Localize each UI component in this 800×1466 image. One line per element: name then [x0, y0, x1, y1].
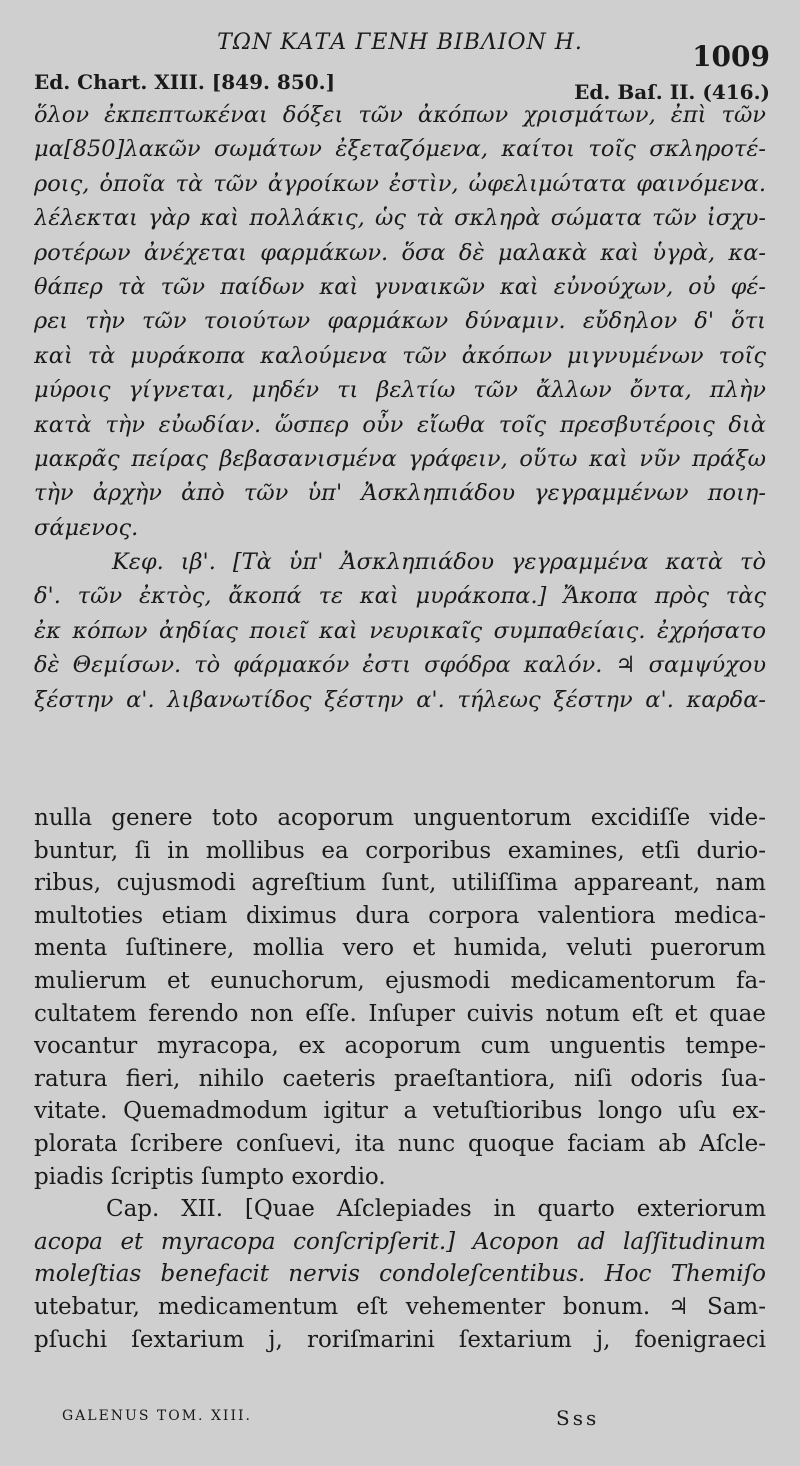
greek-line: ρει τὴν τῶν τοιούτων φαρμάκων δύναμιν. εὔδηλον δ' ὅτι	[34, 308, 766, 335]
latin-line: menta ſuſtinere, mollia vero et humida, veluti puerorum	[34, 935, 766, 962]
latin-line: ribus, cujusmodi agreſtium ſunt, utiliſſima appareant, nam	[34, 870, 766, 897]
latin-line: acopa et myracopa conſcripſerit.] Acopon ad laſſitudinum	[34, 1228, 766, 1255]
greek-line: ροτέρων ἀνέχεται φαρμάκων. ὅσα δὲ μαλακὰ καὶ ὑγρὰ, κα-	[34, 239, 766, 266]
greek-line: μα[850]λακῶν σωμάτων ἐξεταζόμενα, καίτοι τοῖς σκληροτέ-	[34, 136, 766, 163]
greek-line: δ'. τῶν ἐκτὸς, ἄκοπά τε καὶ μυράκοπα.] Ἄκοπα πρὸς τὰς	[34, 583, 766, 610]
greek-line: λέλεκται γὰρ καὶ πολλάκις, ὡς τὰ σκληρὰ σώματα τῶν ἰσχυ-	[34, 205, 766, 232]
greek-line: ἐκ κόπων ἀηδίας ποιεῖ καὶ νευρικαῖς συμπαθείαις. ἐχρήσατο	[34, 617, 766, 644]
greek-line: σάμενος.	[34, 514, 139, 541]
latin-line: utebatur, medicamentum eſt vehementer bonum. ♃ Sam-	[34, 1293, 766, 1320]
signature-mark: Sss	[556, 1406, 600, 1430]
greek-line: καὶ τὰ μυράκοπα καλούμενα τῶν ἀκόπων μιγνυμένων τοῖς	[34, 342, 766, 369]
greek-line: ὅλον ἐκπεπτωκέναι δόξει τῶν ἀκόπων χρισμάτων, ἐπὶ τῶν	[34, 102, 766, 128]
latin-line: mulierum et eunuchorum, ejusmodi medicamentorum fa-	[34, 967, 766, 994]
page-number: 1009	[692, 40, 770, 73]
greek-line: δὲ Θεμίσων. τὸ φάρμακόν ἐστι σφόδρα καλόν. ♃ σαμψύχου	[34, 652, 766, 679]
latin-line: piadis ſcriptis ſumpto exordio.	[34, 1163, 386, 1190]
greek-line: ξέστην α'. λιβανωτίδος ξέστην α'. τήλεως ξέστην α'. καρδα-	[34, 686, 766, 713]
greek-line: μύροις γίγνεται, μηδέν τι βελτίω τῶν ἄλλων ὄντα, πλὴν	[34, 377, 766, 404]
edition-reference-right: Ed. Baſ. II. (416.)	[574, 80, 770, 104]
latin-line: plorata ſcribere conſuevi, ita nunc quoque faciam ab Aſcle-	[34, 1130, 766, 1157]
latin-line: moleſtias benefacit nervis condoleſcentibus. Hoc Themiſo	[34, 1261, 766, 1288]
greek-chapter-heading: Κεφ. ιβ'. [Τὰ ὑπ' Ἀσκληπιάδου γεγραμμένα κατὰ τὸ	[112, 549, 766, 576]
latin-line: multoties etiam diximus dura corpora valentiora medica-	[34, 902, 766, 929]
greek-text-block	[34, 98, 766, 717]
latin-text-block	[34, 802, 766, 1356]
latin-line: nulla genere toto acoporum unguentorum excidiſſe vide-	[34, 805, 766, 831]
greek-line: μακρᾶς πείρας βεβασανισμένα γράφειν, οὕτω καὶ νῦν πράξω	[34, 445, 766, 472]
greek-line: ροις, ὁποῖα τὰ τῶν ἀγροίκων ἐστὶν, ὠφελιμώτατα φαινόμενα.	[34, 170, 766, 197]
latin-chapter-heading: Cap. XII. [Quae Aſclepiades in quarto exteriorum	[106, 1196, 766, 1223]
latin-line: buntur, ſi in mollibus ea corporibus examines, etſi durio-	[34, 837, 766, 864]
latin-line: vocantur myracopa, ex acoporum cum unguentis tempe-	[34, 1033, 766, 1060]
edition-reference-left: Ed. Chart. XIII. [849. 850.]	[34, 70, 336, 94]
running-title: ΤΩΝ ΚΑΤΑ ΓΕΝΗ ΒΙΒΛΙΟΝ Η.	[217, 30, 583, 55]
volume-footer: GALENUS TOM. XIII.	[62, 1408, 252, 1424]
latin-line: pſuchi ſextarium j, roriſmarini ſextarium j, foenigraeci	[34, 1326, 766, 1353]
greek-line: θάπερ τὰ τῶν παίδων καὶ γυναικῶν καὶ εὐνούχων, οὐ φέ-	[34, 273, 766, 300]
greek-line: κατὰ τὴν εὐωδίαν. ὥσπερ οὖν εἴωθα τοῖς πρεσβυτέροις διὰ	[34, 411, 766, 438]
greek-line: τὴν ἀρχὴν ἀπὸ τῶν ὑπ' Ἀσκληπιάδου γεγραμμένων ποιη-	[34, 480, 766, 507]
latin-line: vitate. Quemadmodum igitur a vetuſtioribus longo uſu ex-	[34, 1098, 766, 1125]
latin-line: ratura fieri, nihilo caeteris praeſtantiora, niſi odoris ſua-	[34, 1065, 766, 1092]
latin-line: cultatem ferendo non eſſe. Inſuper cuivis notum eſt et quae	[34, 1000, 766, 1027]
